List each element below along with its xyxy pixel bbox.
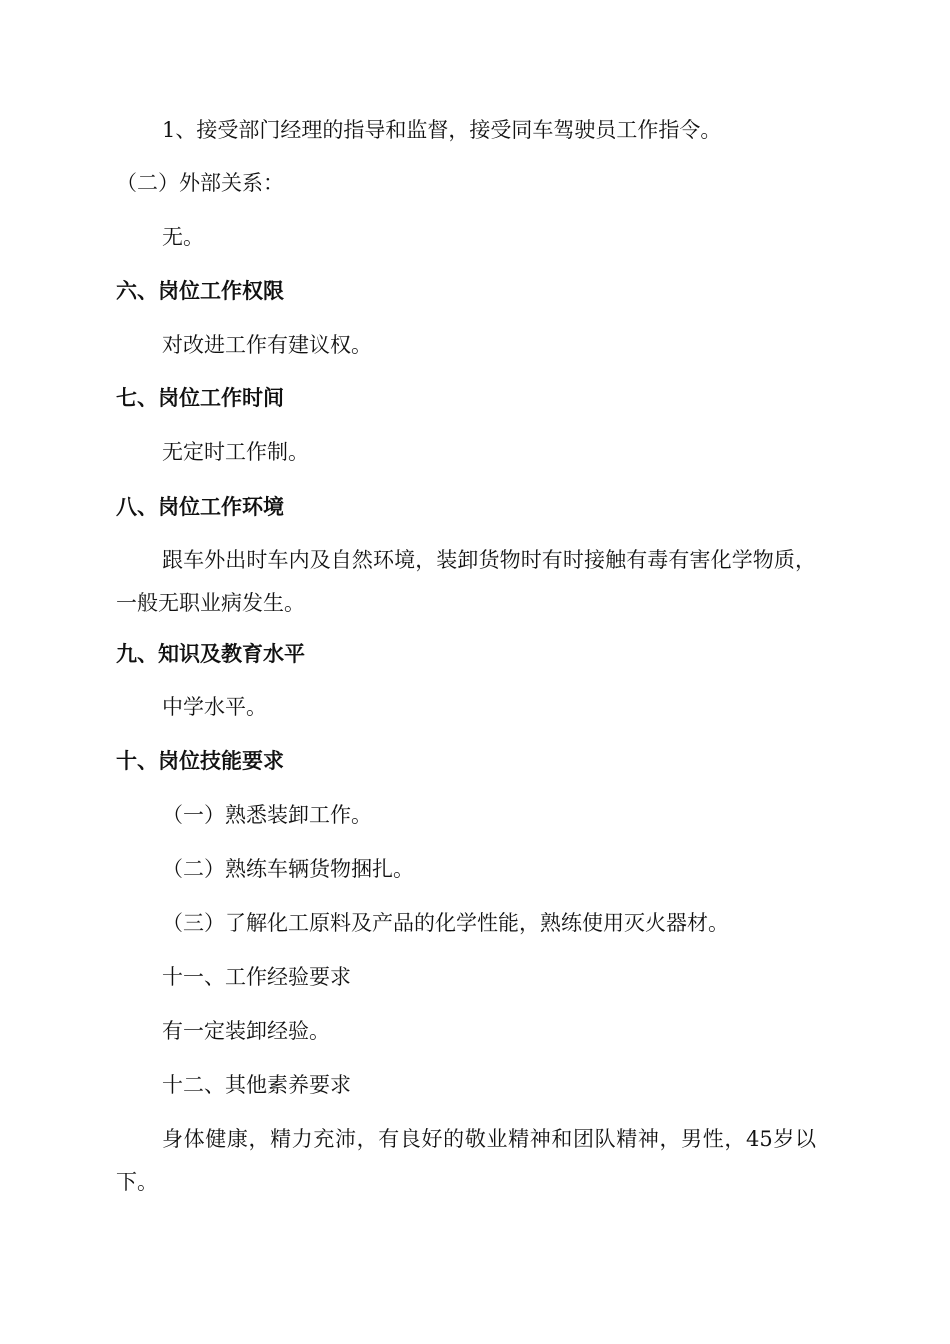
working-time-content: 无定时工作制。: [162, 440, 309, 464]
skill-item-1: （一）熟悉装卸工作。: [162, 803, 372, 827]
section-heading-authority: 六、岗位工作权限: [116, 279, 284, 303]
section-heading-working-time: 七、岗位工作时间: [116, 386, 284, 410]
experience-content: 有一定装卸经验。: [162, 1019, 330, 1043]
section-heading-education: 九、知识及教育水平: [116, 642, 305, 666]
section-heading-other-qualities: 十二、其他素养要求: [162, 1073, 351, 1097]
external-relation-content: 无。: [162, 225, 204, 249]
authority-content: 对改进工作有建议权。: [162, 333, 372, 357]
education-content: 中学水平。: [162, 695, 267, 719]
external-relation-heading: （二）外部关系：: [116, 171, 284, 195]
environment-content: 跟车外出时车内及自然环境，装卸货物时有时接触有毒有害化学物质，一般无职业病发生。: [116, 548, 816, 615]
other-qualities-content: 身体健康，精力充沛，有良好的敬业精神和团队精神，男性，45岁以下。: [116, 1127, 816, 1194]
section-heading-experience: 十一、工作经验要求: [162, 965, 351, 989]
internal-relation-item-1: 1、接受部门经理的指导和监督，接受同车驾驶员工作指令。: [162, 118, 722, 142]
section-heading-skills: 十、岗位技能要求: [116, 749, 284, 773]
section-heading-environment: 八、岗位工作环境: [116, 495, 284, 519]
skill-item-3: （三）了解化工原料及产品的化学性能，熟练使用灭火器材。: [162, 911, 729, 935]
skill-item-2: （二）熟练车辆货物捆扎。: [162, 857, 414, 881]
